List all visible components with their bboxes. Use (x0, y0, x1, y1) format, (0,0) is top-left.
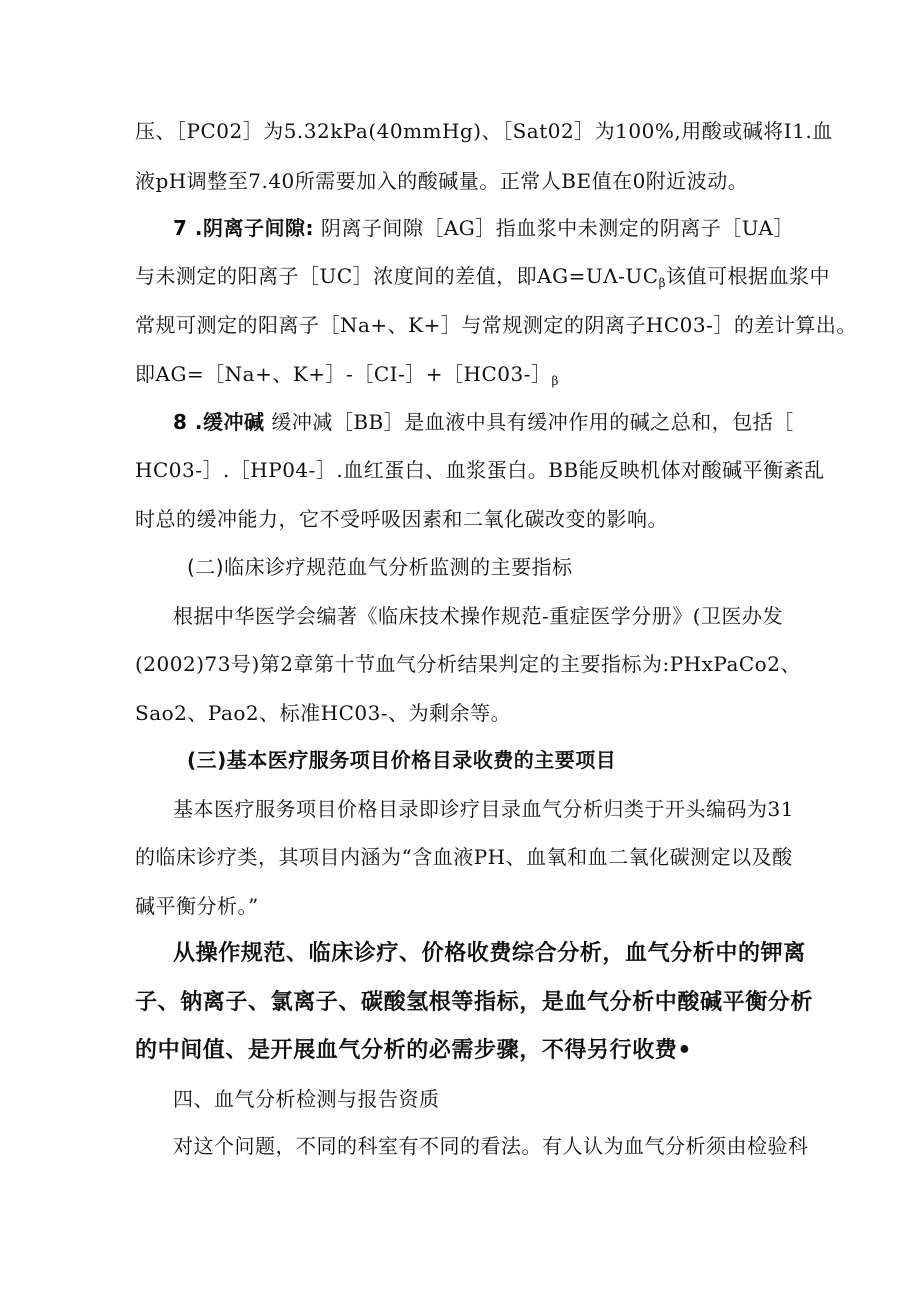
section3-line-1: 基本医疗服务项目价格目录即诊疗目录血气分析归类于开头编码为31 (173, 797, 794, 821)
summary-line-3: 的中间值、是开展血气分析的必需步骤，不得另行收费• (135, 1038, 693, 1063)
section3-line-3: 碱平衡分析。” (135, 894, 259, 918)
summary-line-1: 从操作规范、临床诊疗、价格收费综合分析，血气分析中的钾离 (173, 941, 806, 966)
ag-formula-subscript: β (551, 374, 559, 388)
ag-definition-start: 阴离子间隙［AG］指血浆中未测定的阴离子［UA］ (320, 216, 794, 240)
section2-line-1: 根据中华医学会编著《临床技术操作规范-重症医学分册》(卫医办发 (173, 604, 784, 628)
bb-paragraph-line-1 (173, 408, 794, 436)
summary-line-2: 子、钠离子、氯离子、碳酸氢根等指标，是血气分析中酸碱平衡分析 (135, 990, 814, 1015)
ag-heading: 7 .阴离子间隙: (173, 216, 314, 240)
section4-line-1: 对这个问题，不同的科室有不同的看法。有人认为血气分析须由检验科 (173, 1134, 809, 1158)
section2-line-2: (2002)73号)第2章第十节血气分析结果判定的主要指标为:PHxPaCo2、 (135, 652, 801, 676)
ag-paragraph-line-4 (135, 360, 559, 395)
be-paragraph-line-1: 压、［PC02］为5.32kPa(40mmHg)、［Sat02］为100%,用酸或碱将I1.血 (135, 119, 833, 143)
section3-line-2: 的临床诊疗类，其项目内涵为“含血液PH、血氧和血二氧化碳测定以及酸 (135, 845, 793, 869)
be-paragraph-line-2: 液pH调整至7.40所需要加入的酸碱量。正常人BE值在0附近波动。 (135, 169, 749, 193)
ag-subscript: β (658, 276, 666, 290)
ag-paragraph-line-3: 常规可测定的阳离子［Na+、K+］与常规测定的阴离子HC03-］的差计算出。 (135, 313, 857, 337)
ag-paragraph-line-1 (173, 214, 794, 242)
section2-heading: (二)临床诊疗规范血气分析监测的主要指标 (187, 555, 573, 579)
ag-formula-text: 与未测定的阳离子［UC］浓度间的差值，即AG=UΛ-UC (135, 264, 659, 288)
bb-heading: 8 .缓冲碱 (173, 410, 265, 434)
bb-definition-start: 缓冲减［BB］是血液中具有缓冲作用的碱之总和，包括［ (271, 410, 794, 434)
ag-formula: 即AG=［Na+、K+］-［CI-］+［HC03-］ (135, 362, 552, 386)
section3-heading: (三)基本医疗服务项目价格目录收费的主要项目 (187, 748, 617, 772)
bb-paragraph-line-3: 时总的缓冲能力，它不受呼吸因素和二氧化碳改变的影响。 (135, 507, 668, 531)
bb-paragraph-line-2: HC03-］.［HP04-］.血红蛋白、血浆蛋白。BB能反映机体对酸碱平衡紊乱 (135, 458, 825, 482)
section4-heading: 四、血气分析检测与报告资质 (173, 1087, 440, 1111)
ag-line2-tail: 该值可根据血浆中 (666, 264, 830, 288)
section2-line-3: Sao2、Pao2、标准HC03-、为剩余等。 (135, 701, 512, 725)
ag-paragraph-line-2 (135, 262, 830, 297)
